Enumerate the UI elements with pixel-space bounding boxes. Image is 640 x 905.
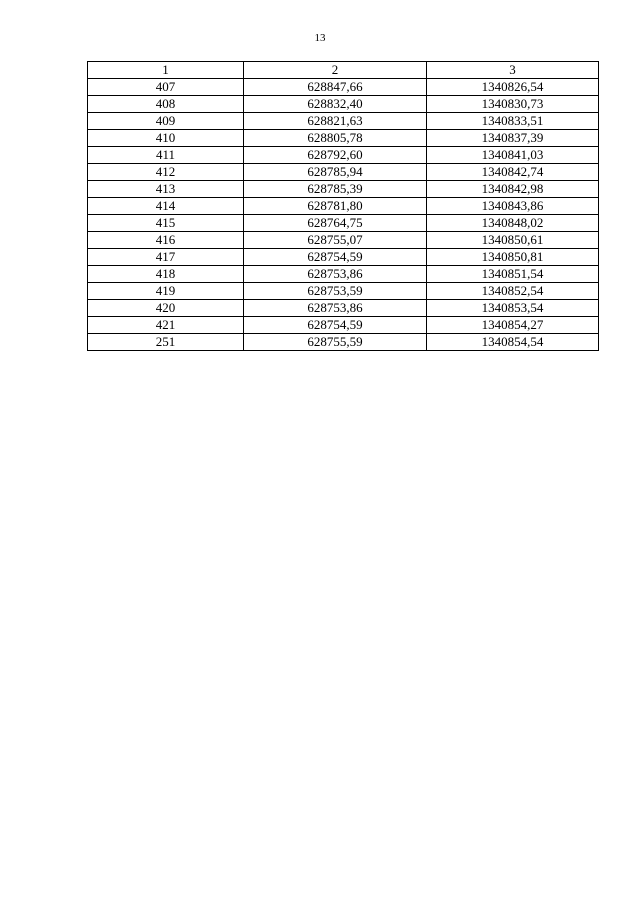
y-coordinate-cell: 1340852,54 (427, 283, 599, 300)
x-coordinate-cell: 628754,59 (244, 317, 427, 334)
table-row (88, 198, 599, 215)
x-coordinate-cell: 628805,78 (244, 130, 427, 147)
point-number-cell: 251 (88, 334, 244, 351)
point-number-cell: 414 (88, 198, 244, 215)
table-row (88, 147, 599, 164)
table-row (88, 79, 599, 96)
y-coordinate-cell: 1340843,86 (427, 198, 599, 215)
y-coordinate-cell: 1340848,02 (427, 215, 599, 232)
table-row (88, 96, 599, 113)
x-coordinate-cell: 628821,63 (244, 113, 427, 130)
point-number-cell: 412 (88, 164, 244, 181)
point-number-cell: 417 (88, 249, 244, 266)
x-coordinate-cell: 628764,75 (244, 215, 427, 232)
y-coordinate-cell: 1340842,98 (427, 181, 599, 198)
x-coordinate-cell: 628847,66 (244, 79, 427, 96)
table-row (88, 266, 599, 283)
point-number-cell: 408 (88, 96, 244, 113)
y-coordinate-cell: 1340837,39 (427, 130, 599, 147)
x-coordinate-cell: 628753,59 (244, 283, 427, 300)
table-row (88, 130, 599, 147)
point-number-cell: 409 (88, 113, 244, 130)
table-row (88, 249, 599, 266)
point-number-cell: 419 (88, 283, 244, 300)
x-coordinate-cell: 628781,80 (244, 198, 427, 215)
x-coordinate-cell: 628753,86 (244, 266, 427, 283)
y-coordinate-cell: 1340853,54 (427, 300, 599, 317)
header-cell-point-number: 1 (88, 62, 244, 79)
table-row (88, 232, 599, 249)
x-coordinate-cell: 628754,59 (244, 249, 427, 266)
table-row (88, 181, 599, 198)
y-coordinate-cell: 1340841,03 (427, 147, 599, 164)
table-row (88, 164, 599, 181)
header-cell-x: 2 (244, 62, 427, 79)
table-row (88, 334, 599, 351)
point-number-cell: 418 (88, 266, 244, 283)
x-coordinate-cell: 628755,07 (244, 232, 427, 249)
point-number-cell: 420 (88, 300, 244, 317)
table-row (88, 317, 599, 334)
point-number-cell: 413 (88, 181, 244, 198)
point-number-cell: 410 (88, 130, 244, 147)
table-row (88, 113, 599, 130)
point-number-cell: 416 (88, 232, 244, 249)
y-coordinate-cell: 1340850,81 (427, 249, 599, 266)
point-number-cell: 411 (88, 147, 244, 164)
page-number: 13 (314, 32, 326, 44)
table-row (88, 215, 599, 232)
y-coordinate-cell: 1340842,74 (427, 164, 599, 181)
y-coordinate-cell: 1340826,54 (427, 79, 599, 96)
table-header-row (88, 62, 599, 79)
y-coordinate-cell: 1340830,73 (427, 96, 599, 113)
x-coordinate-cell: 628792,60 (244, 147, 427, 164)
coordinates-table (87, 61, 599, 351)
table-row (88, 300, 599, 317)
y-coordinate-cell: 1340833,51 (427, 113, 599, 130)
y-coordinate-cell: 1340854,27 (427, 317, 599, 334)
y-coordinate-cell: 1340850,61 (427, 232, 599, 249)
x-coordinate-cell: 628753,86 (244, 300, 427, 317)
y-coordinate-cell: 1340854,54 (427, 334, 599, 351)
x-coordinate-cell: 628832,40 (244, 96, 427, 113)
point-number-cell: 421 (88, 317, 244, 334)
point-number-cell: 407 (88, 79, 244, 96)
x-coordinate-cell: 628785,39 (244, 181, 427, 198)
x-coordinate-cell: 628785,94 (244, 164, 427, 181)
header-cell-y: 3 (427, 62, 599, 79)
y-coordinate-cell: 1340851,54 (427, 266, 599, 283)
x-coordinate-cell: 628755,59 (244, 334, 427, 351)
point-number-cell: 415 (88, 215, 244, 232)
table-row (88, 283, 599, 300)
